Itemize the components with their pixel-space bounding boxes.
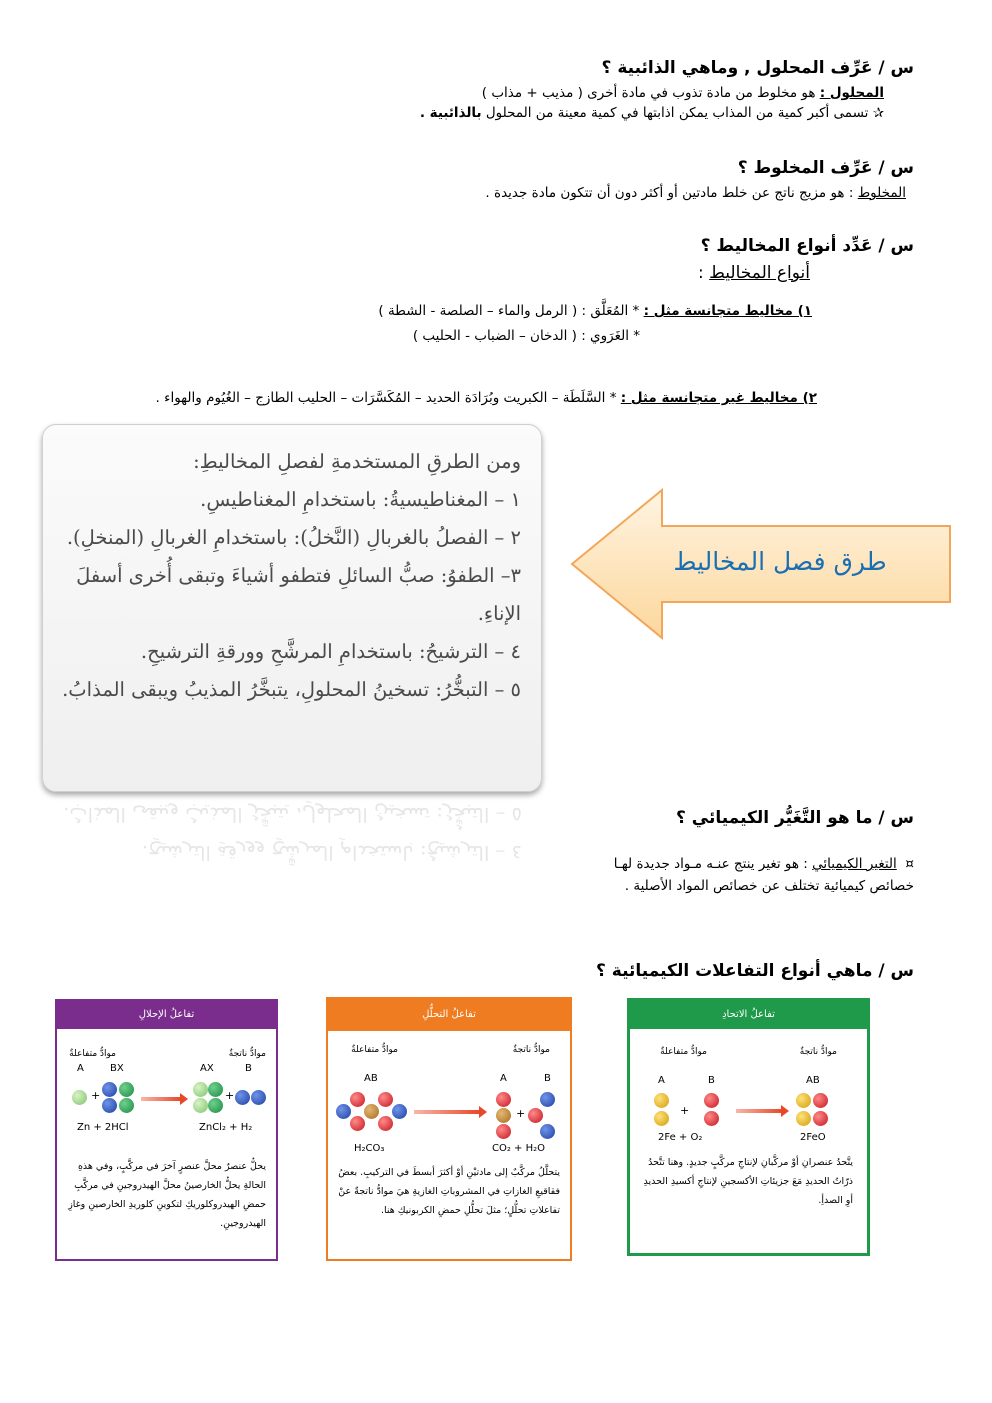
question-solution: س / عَرِّف المحلول , وماهي الذائبية ؟ [601, 58, 914, 78]
question-mixture-types: س / عَدِّد أنواع المخاليط ؟ [700, 236, 914, 256]
synthesis-description: يتَّحدُ عنصرانِ أوْ مركَّبانِ لإنتاجِ مركَّبٍ جديدٍ. وهنا تتَّحدُ ذرّاتُ الحديدِ مَعَ جزيئاتِ الأكسجينِ لإنتاجِ أكسيدِ الحديدِ أوِ الصدأِ. [643, 1157, 853, 1206]
star-icon: ✰ [872, 105, 884, 121]
chemical-change-line1 [614, 856, 914, 872]
mixture-definition [485, 185, 906, 201]
mixture-types-heading-colon: : [698, 263, 710, 283]
atom-blue [540, 1124, 555, 1139]
decomposition-eq-left: H₂CO₃ [354, 1143, 385, 1154]
decomposition-description: يتحلَّلُ مركَّبٌ إلى مادتيْنِ أوْ أكثرَ أبسطَ في التركيبِ. بعضُ فقاقيعِ الغازاتِ في المشروباتِ الغازيةِ هيَ موادُّ ناتجةٌ عنْ تفاعلاتِ تحلُّلٍ؛ مثلَ تحلُّلِ حمضِ الكربونيكِ هنا. [338, 1167, 560, 1216]
atom-a [193, 1082, 208, 1097]
method-flotation: ٣– الطفوُ: صبُّ السائلِ فتطفو أشياءَ وتبقى أُخرى أسفلَ الإناءِ. [76, 564, 521, 625]
decomposition-r1: AB [364, 1073, 378, 1084]
decomposition-p1: A [500, 1073, 507, 1084]
heterogeneous-examples: * السَّلَطَة – الكبريت وبُرَادَة الحديد – المُكَسَّرَات – الحليب الطازج – الغُيُوم والهواء . [155, 390, 621, 406]
reaction-arrow [414, 1110, 480, 1114]
atom-a [193, 1098, 208, 1113]
atom-red [378, 1092, 393, 1107]
atom-brown [496, 1108, 511, 1123]
atom-blue [336, 1104, 351, 1119]
synthesis-p1: AB [806, 1075, 820, 1086]
reaction-arrow [141, 1097, 181, 1101]
solubility-term: بالذائبية . [419, 105, 482, 121]
synthesis-eq-right: 2FeO [800, 1132, 826, 1143]
homogeneous-example-1: * المُعَلَّق : ( الرمل والماء – الصلصة - الشطة ) [378, 303, 644, 319]
replacement-p1: AX [200, 1063, 214, 1074]
solubility-text: تسمى أكبر كمية من المذاب يمكن اذابتها في كمية معينة من المحلول [481, 105, 873, 121]
replacement-products-label: موادُّ ناتجةٌ [228, 1049, 266, 1059]
atom-brown [364, 1104, 379, 1119]
decomposition-p2: B [544, 1073, 551, 1084]
mixture-types-heading-text: أنواع المخاليط [709, 263, 810, 283]
arrow-label: طرق فصل المخاليط [673, 547, 887, 576]
decomposition-reaction-card [326, 997, 572, 1261]
atom-red [378, 1116, 393, 1131]
replacement-description: يحلُّ عنصرٌ محلَّ عنصرٍ آخرَ في مركَّبٍ، وفي هذهِ الحالةِ يحلُّ الخارصينُ محلَّ الهيدروجينِ في مركَّبِ حمضِ الهيدروكلوريكِ لتكوينِ كلوريدِ الخارصينِ وغازِ الهيدروجينِ. [68, 1161, 266, 1229]
methods-intro: ومن الطرقِ المستخدمةِ لفصلِ المخاليطِ: [193, 450, 521, 473]
atom-x [119, 1098, 134, 1113]
atom-iron [654, 1111, 669, 1126]
synthesis-reactants-label: موادُّ متفاعلةٌ [660, 1047, 707, 1057]
atom-blue [540, 1092, 555, 1107]
decomposition-reactants-label: موادُّ متفاعلةٌ [351, 1045, 398, 1055]
replacement-title: تفاعلُ الإحلالِ [57, 1001, 276, 1029]
chemical-change-term: التغير الكيميائي [812, 856, 897, 872]
question-mixture: س / عَرِّف المخلوط ؟ [737, 158, 914, 178]
bullet-icon: ¤ [905, 856, 914, 872]
synthesis-r1: A [658, 1075, 665, 1086]
heterogeneous-line [156, 390, 817, 406]
reflection-method-5: ٥ – التبخُّرُ: تسخينُ المحلولِ، يتبخَّرُ المذيبُ ويبقى المذابُ. [63, 803, 522, 826]
atom-x [119, 1082, 134, 1097]
homogeneous-line [378, 303, 812, 319]
atom-oxygen [704, 1111, 719, 1126]
method-filtration: ٤ – الترشيحُ: باستخدامِ المرشَّحِ وورقةِ الترشيحِ. [140, 640, 521, 663]
replacement-reactants-label: موادُّ متفاعلةٌ [69, 1049, 116, 1059]
atom-iron [654, 1093, 669, 1108]
synthesis-eq-left: 2Fe + O₂ [658, 1132, 703, 1143]
replacement-r1: A [77, 1063, 84, 1074]
replacement-reaction-card [55, 999, 278, 1261]
chemical-change-definition-1: : هو تغير ينتج عنـه مـواد جديدة لهـا [613, 856, 813, 872]
replacement-p2: B [245, 1063, 252, 1074]
atom-iron [796, 1093, 811, 1108]
atom-b [102, 1082, 117, 1097]
plus-sign: + [91, 1089, 101, 1102]
atom-x [208, 1082, 223, 1097]
atom-oxygen [813, 1111, 828, 1126]
atom-oxygen [813, 1093, 828, 1108]
replacement-eq-left: Zn + 2HCl [77, 1122, 129, 1133]
atom-blue [392, 1104, 407, 1119]
synthesis-r2: B [708, 1075, 715, 1086]
reaction-arrow [736, 1109, 782, 1113]
atom-b [251, 1090, 266, 1105]
atom-oxygen [704, 1093, 719, 1108]
mixture-types-heading [698, 263, 810, 283]
atom-a [72, 1090, 87, 1105]
atom-b [235, 1090, 250, 1105]
solution-definition [482, 85, 884, 101]
atom-red [528, 1108, 543, 1123]
reflection-method-4: ٤ – الترشيحُ: باستخدامِ المرشَّحِ وورقةِ الترشيحِ. [141, 841, 522, 864]
question-chemical-change: س / ما هو التَّغَيُّر الكيميائي ؟ [676, 808, 914, 828]
plus-sign: + [225, 1089, 235, 1102]
atom-red [496, 1124, 511, 1139]
mixture-term: المخلوط [857, 185, 906, 201]
mixture-definition-text: : هو مزيج ناتج عن خلط مادتين أو أكثر دون أن تتكون مادة جديدة . [485, 185, 858, 201]
replacement-eq-right: ZnCl₂ + H₂ [199, 1122, 253, 1133]
synthesis-title: تفاعلُ الاتحادِ [630, 1001, 867, 1029]
decomposition-title: تفاعلُ التحلُّلِ [328, 999, 570, 1031]
solubility-line [420, 105, 884, 121]
decomposition-products-label: موادُّ ناتجةٌ [512, 1045, 550, 1055]
separation-methods-card [42, 424, 542, 792]
homogeneous-example-2: * الغَرَوي : ( الدخان – الضباب - الحليب ) [412, 328, 640, 344]
synthesis-reaction-card [627, 998, 870, 1256]
homogeneous-label: ١) مخاليط متجانسة مثل : [643, 303, 812, 319]
atom-iron [796, 1111, 811, 1126]
method-sieving: ٢ – الفصلُ بالغربالِ (النَّخلُ): باستخدامِ الغربالِ (المنخلِ). [66, 526, 521, 549]
heterogeneous-label: ٢) مخاليط غير متجانسة مثل : [620, 390, 817, 406]
atom-red [350, 1092, 365, 1107]
atom-b [102, 1098, 117, 1113]
solution-term: المحلول : [819, 85, 884, 101]
decomposition-eq-right: CO₂ + H₂O [492, 1143, 545, 1154]
synthesis-products-label: موادُّ ناتجةٌ [799, 1047, 837, 1057]
atom-red [496, 1092, 511, 1107]
replacement-r2: BX [110, 1063, 124, 1074]
atom-red [350, 1116, 365, 1131]
method-evaporation: ٥ – التبخُّرُ: تسخينُ المحلولِ، يتبخَّرُ المذيبُ ويبقى المذابُ. [62, 678, 521, 701]
plus-sign: + [516, 1107, 526, 1120]
chemical-change-definition-2: خصائص كيميائية تختلف عن خصائص المواد الأصلية . [624, 878, 914, 894]
question-reaction-types: س / ماهي أنواع التفاعلات الكيميائية ؟ [595, 961, 914, 981]
solution-definition-text: هو مخلوط من مادة تذوب في مادة أخرى ( مذيب + مذاب ) [481, 85, 820, 101]
atom-x [208, 1098, 223, 1113]
plus-sign: + [680, 1104, 690, 1117]
methods-card-reflection [42, 795, 542, 895]
method-magnetism: ١ – المغناطيسيةُ: باستخدامِ المغناطيسِ. [200, 488, 521, 511]
